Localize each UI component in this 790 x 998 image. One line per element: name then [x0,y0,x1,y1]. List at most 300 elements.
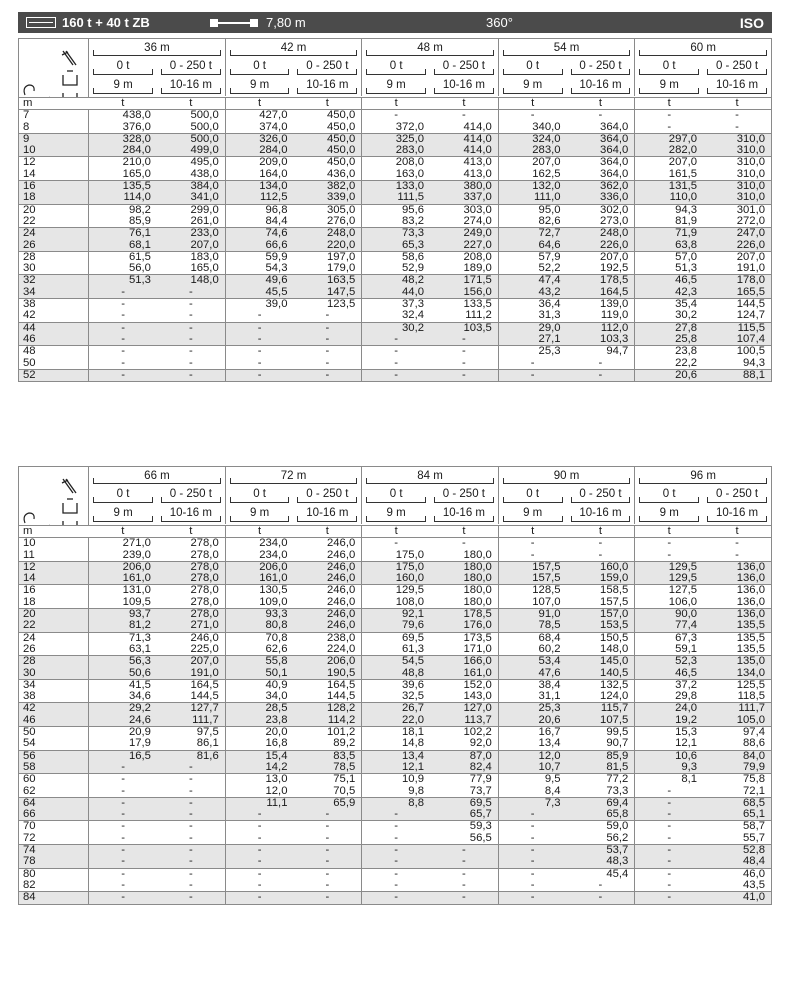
load-cell: 301,0 [703,204,771,216]
load-cell: 22,0 [362,715,430,727]
load-cell: 303,0 [430,204,498,216]
jib-header: 10-16 m [703,505,771,524]
load-cell: - [257,357,262,369]
radius-cell: 7 [19,110,89,122]
load-cell: 69,5 [362,632,430,644]
load-cell: 119,0 [567,310,635,322]
load-cell: 136,0 [703,609,771,621]
load-cell: 12,1 [675,738,698,750]
load-cell: - [567,880,635,892]
boom-length-header: 42 m [225,39,362,58]
ballast-header: 0 t [225,58,293,77]
load-cell: 39,0 [225,299,293,311]
load-unit: t [703,526,771,538]
load-cell: 495,0 [157,157,225,169]
load-cell: 178,0 [703,275,771,287]
radius-cell: 50 [19,727,89,739]
radius-cell: 18 [19,192,89,204]
ballast-header: 0 - 250 t [293,58,361,77]
load-cell: - [635,110,703,122]
load-cell: 61,3 [402,643,425,655]
load-cell: - [89,322,157,334]
load-cell: - [293,868,361,880]
load-cell: 144,5 [703,299,771,311]
load-cell: 207,0 [157,656,225,668]
load-cell: 65,3 [362,240,430,252]
jib-header: 9 m [498,77,566,96]
load-unit: t [157,98,225,110]
load-cell: 16,5 [89,750,157,762]
load-cell: 206,0 [293,656,361,668]
load-cell: 71,9 [635,228,703,240]
jib-header: 9 m [89,77,157,96]
radius-cell: 66 [19,809,89,821]
load-cell: 180,0 [430,585,498,597]
table-row [19,310,772,322]
ballast-header: 0 t [498,58,566,77]
load-chart-table-1 [18,38,772,382]
load-cell: 48,4 [703,856,771,868]
load-cell: - [89,774,157,786]
load-cell: 67,3 [635,632,703,644]
load-cell: 278,0 [157,561,225,573]
load-cell: 29,0 [498,322,566,334]
load-cell: 59,1 [675,643,698,655]
load-cell: 48,8 [362,668,430,680]
load-cell: - [430,856,498,868]
load-cell: 134,0 [225,181,293,193]
load-cell: 107,4 [703,334,771,346]
load-cell: 302,0 [567,204,635,216]
ballast-header: 0 t [362,486,430,505]
load-cell: 450,0 [293,145,361,157]
load-cell: 17,9 [128,738,151,750]
load-cell: 147,5 [293,287,361,299]
load-cell: 95,0 [498,204,566,216]
load-cell: 114,2 [293,715,361,727]
load-cell: - [89,287,157,299]
load-unit: t [635,98,703,110]
load-cell: 20,0 [225,727,293,739]
load-cell: 15,3 [635,727,703,739]
load-unit: t [362,98,430,110]
load-cell: 63,1 [128,643,151,655]
load-cell: 114,0 [89,192,157,204]
load-cell: 57,9 [498,251,566,263]
jib-header: 10-16 m [157,505,225,524]
load-cell: - [430,538,498,550]
load-cell: 77,4 [635,620,703,632]
load-cell: 127,0 [430,703,498,715]
load-cell: 45,4 [567,868,635,880]
load-cell: - [362,868,430,880]
load-cell: 97,5 [157,727,225,739]
load-cell: - [89,762,157,774]
load-cell: 39,6 [362,679,430,691]
load-cell: - [293,856,361,868]
load-cell: 246,0 [293,550,361,562]
load-cell: 325,0 [362,133,430,145]
table-row [19,299,772,311]
load-cell: 180,0 [430,561,498,573]
load-unit: t [567,98,635,110]
load-cell: 157,0 [567,609,635,621]
load-cell: 271,0 [157,620,225,632]
load-cell: 92,1 [362,609,430,621]
load-unit: t [89,526,157,538]
load-cell: 36,4 [498,299,566,311]
table-row [19,169,772,181]
load-cell: 134,0 [703,668,771,680]
load-cell: 135,5 [703,644,771,656]
load-cell: 10,7 [498,762,566,774]
load-cell: 382,0 [293,181,361,193]
jib-header: 10-16 m [567,505,635,524]
radius-cell: 44 [19,322,89,334]
radius-cell: 64 [19,797,89,809]
jib-spec [210,15,306,30]
load-cell: 160,0 [567,561,635,573]
load-cell: - [157,287,225,299]
load-cell: 92,0 [430,738,498,750]
jib-header: 9 m [225,505,293,524]
ballast-header: 0 t [89,486,157,505]
load-cell: 246,0 [293,561,361,573]
load-cell: 436,0 [293,169,361,181]
load-cell: 380,0 [430,181,498,193]
load-cell: 25,3 [498,346,566,358]
load-cell: - [498,821,566,833]
load-cell: - [89,369,157,381]
load-cell: - [430,845,498,857]
load-cell: 136,0 [703,585,771,597]
load-cell: 148,0 [567,644,635,656]
load-cell: 63,8 [635,240,703,252]
load-cell: 450,0 [293,122,361,134]
load-cell: 81,2 [89,620,157,632]
load-cell: 68,5 [703,797,771,809]
load-cell: - [157,299,225,311]
ballast-header: 0 - 250 t [703,486,771,505]
load-cell: 239,0 [122,549,151,561]
load-cell: 124,7 [703,310,771,322]
load-cell: - [530,357,535,369]
load-cell: 56,2 [567,833,635,845]
load-cell: 171,0 [430,644,498,656]
load-cell: 96,8 [225,204,293,216]
load-cell: - [394,879,399,891]
load-cell: 124,0 [567,691,635,703]
load-cell: - [430,892,498,904]
load-cell: 18,1 [362,727,430,739]
load-cell: 191,0 [157,668,225,680]
table-row [19,192,772,204]
load-cell: 111,0 [498,192,566,204]
load-cell: - [225,322,293,334]
load-cell: 89,2 [293,738,361,750]
load-cell: 90,0 [635,609,703,621]
jib-header: 10-16 m [567,77,635,96]
load-cell: 53,4 [498,656,566,668]
load-cell: 28,5 [225,703,293,715]
load-cell: - [89,334,157,346]
load-cell: - [293,358,361,370]
load-cell: - [225,868,293,880]
load-cell: 450,0 [293,157,361,169]
load-cell: 364,0 [567,157,635,169]
load-cell: 273,0 [567,216,635,228]
load-cell: 94,7 [567,346,635,358]
load-cell: 55,8 [225,656,293,668]
load-cell: 112,0 [567,322,635,334]
load-cell: 450,0 [293,133,361,145]
load-cell: 79,6 [362,620,430,632]
load-cell: - [121,310,125,322]
radius-cell: 50 [19,358,89,370]
table-row [19,538,772,550]
load-cell: 207,0 [157,240,225,252]
load-cell: 246,0 [293,620,361,632]
table-row [19,620,772,632]
load-cell: 81,5 [567,762,635,774]
load-cell: 8,8 [362,797,430,809]
load-cell: - [567,538,635,550]
table-row [19,750,772,762]
ballast-header: 0 t [635,486,703,505]
standard-badge [740,15,764,31]
radius-cell: 28 [19,251,89,263]
load-cell: 106,0 [668,596,698,608]
load-cell: 130,5 [225,585,293,597]
load-cell: 93,7 [89,609,157,621]
load-cell: 158,5 [567,585,635,597]
load-cell: 324,0 [498,133,566,145]
load-cell: 9,8 [408,785,425,797]
radius-cell: 52 [19,369,89,381]
table-row [19,774,772,786]
jib-header: 10-16 m [430,77,498,96]
table-row [19,703,772,715]
load-cell: 112,5 [225,192,293,204]
load-cell: 246,0 [293,609,361,621]
table-row [19,727,772,739]
load-cell: 159,0 [567,573,635,585]
load-cell: 143,0 [430,691,498,703]
load-cell: - [157,809,225,821]
load-cell: 73,7 [430,786,498,798]
load-cell: - [225,346,293,358]
load-cell: 150,5 [567,632,635,644]
load-cell: 72,7 [498,228,566,240]
load-cell: 224,0 [293,644,361,656]
load-cell: 179,0 [293,263,361,275]
load-cell: 70,5 [293,786,361,798]
load-cell: 111,7 [157,715,225,727]
load-cell: 98,2 [89,204,157,216]
standard-text: ISO [739,14,764,31]
load-cell: 13,4 [362,750,430,762]
load-cell: 233,0 [157,228,225,240]
load-cell: 246,0 [293,573,361,585]
load-cell: 25,8 [635,334,703,346]
load-cell: 364,0 [567,122,635,134]
load-cell: 180,0 [430,573,498,585]
load-cell: 88,1 [703,369,771,381]
load-cell: - [157,856,225,868]
load-cell: 90,7 [567,738,635,750]
load-cell: - [530,549,535,561]
load-cell: 109,5 [122,596,151,608]
table-row [19,715,772,727]
load-cell: - [703,122,771,134]
load-cell: 31,3 [538,310,561,322]
load-cell: - [157,797,225,809]
slew-text: 360° [486,15,513,30]
radius-cell: 80 [19,868,89,880]
radius-cell: 12 [19,157,89,169]
load-cell: 234,0 [225,538,293,550]
table-row [19,561,772,573]
load-cell: 384,0 [157,181,225,193]
load-cell: - [635,845,703,857]
load-cell: 65,9 [293,797,361,809]
load-cell: - [225,334,293,346]
load-cell: - [635,538,703,550]
ballast-header: 0 t [498,486,566,505]
radius-cell: 14 [19,573,89,585]
load-cell: 226,0 [567,240,635,252]
load-cell: 164,5 [157,679,225,691]
radius-cell: 16 [19,585,89,597]
load-cell: 171,5 [430,275,498,287]
load-cell: 246,0 [293,585,361,597]
load-cell: 57,0 [635,251,703,263]
load-cell: - [293,880,361,892]
load-cell: 94,3 [703,358,771,370]
load-cell: 40,9 [225,679,293,691]
load-cell: - [293,346,361,358]
load-cell: - [293,310,361,322]
load-cell: 310,0 [703,169,771,181]
boom-length-header: 60 m [635,39,772,58]
counterweight-spec [26,15,150,30]
load-cell: 11,1 [225,797,293,809]
load-cell: - [89,346,157,358]
load-cell: 248,0 [293,228,361,240]
load-cell: 75,8 [703,774,771,786]
table-row [19,346,772,358]
load-case-icons [19,39,89,98]
radius-unit: m [19,526,89,538]
load-cell: - [89,299,157,311]
load-cell: - [225,809,293,821]
load-cell: 136,0 [703,561,771,573]
radius-cell: 10 [19,538,89,550]
load-cell: - [498,892,566,904]
load-cell: 10,6 [635,750,703,762]
load-cell: 105,0 [703,715,771,727]
load-cell: 83,2 [402,215,425,227]
load-cell: 413,0 [430,169,498,181]
load-cell: - [89,809,157,821]
boom-length-header: 54 m [498,39,635,58]
table-row [19,644,772,656]
load-cell: 108,0 [395,596,425,608]
table-row [19,880,772,892]
load-cell: 54,3 [265,263,288,275]
load-cell: 427,0 [225,110,293,122]
load-cell: 140,5 [567,668,635,680]
load-cell: 278,0 [157,538,225,550]
load-cell: 69,5 [430,797,498,809]
load-cell: 65,7 [430,809,498,821]
load-cell: - [257,310,262,322]
radius-cell: 30 [19,263,89,275]
table-row [19,845,772,857]
table-row [19,786,772,798]
load-cell: 99,5 [567,727,635,739]
hook-radius-icon [19,49,55,98]
load-cell: - [362,856,430,868]
load-cell: - [567,550,635,562]
load-cell: 145,0 [567,656,635,668]
load-cell: - [89,892,157,904]
load-cell: 107,0 [532,596,561,608]
load-cell: 227,0 [430,240,498,252]
load-cell: - [157,774,225,786]
load-cell: 64,6 [498,240,566,252]
load-cell: 210,0 [89,157,157,169]
load-cell: 207,0 [703,251,771,263]
load-cell: 29,2 [89,703,157,715]
table-row [19,287,772,299]
load-cell: 161,0 [430,668,498,680]
boom-length-header: 36 m [89,39,226,58]
load-cell: 299,0 [157,204,225,216]
load-cell: 207,0 [567,251,635,263]
load-cell: - [362,346,430,358]
load-cell: 25,3 [498,703,566,715]
load-cell: 32,5 [402,691,425,703]
radius-cell: 48 [19,346,89,358]
table-row [19,868,772,880]
load-cell: 209,0 [225,157,293,169]
load-cell: 364,0 [567,145,635,157]
load-cell: 283,0 [362,145,430,157]
load-cell: 37,3 [362,299,430,311]
load-cell: 16,7 [498,727,566,739]
load-cell: 48,2 [362,275,430,287]
load-cell: 118,5 [703,691,771,703]
load-cell: 157,5 [498,573,566,585]
load-cell: 24,0 [635,703,703,715]
load-cell: 326,0 [225,133,293,145]
load-cell: - [121,785,125,797]
load-cell: 78,5 [293,762,361,774]
jib-header: 10-16 m [293,77,361,96]
jib-header: 9 m [635,77,703,96]
load-cell: 414,0 [430,145,498,157]
load-unit: t [157,526,225,538]
load-cell: 77,2 [567,774,635,786]
load-cell: 14,2 [225,762,293,774]
load-cell: 51,3 [675,263,698,275]
radius-cell: 46 [19,334,89,346]
load-cell: 284,0 [89,145,157,157]
load-cell: 206,0 [89,561,157,573]
radius-cell: 9 [19,133,89,145]
load-cell: 156,0 [430,287,498,299]
